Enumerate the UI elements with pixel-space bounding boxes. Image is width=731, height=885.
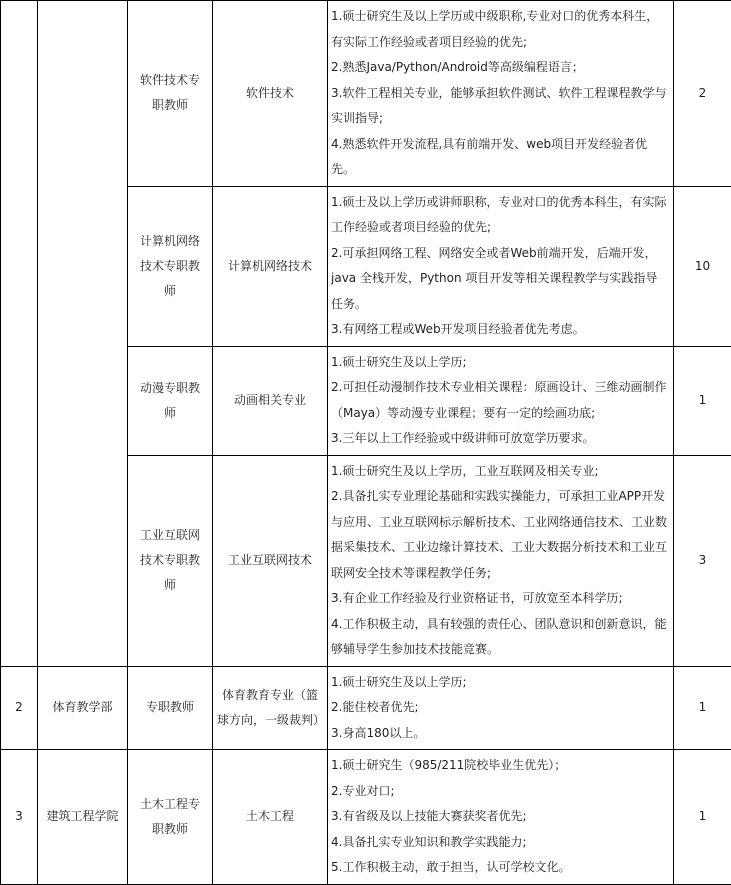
requirement-item: 2.专业对口; <box>331 779 669 805</box>
requirements-cell <box>328 455 674 666</box>
requirement-item: 2.具备扎实专业理论基础和实践实操能力，可承担工业APP开发与应用、工业互联网标示解析技术、工业网络通信技术、工业数据采集技术、工业边缘计算技术、工业大数据分析技术和工业互联网安全技术等课程教学任务; <box>331 484 669 586</box>
requirements-cell <box>328 1 674 187</box>
requirement-item: 3.三年以上工作经验或中级讲师可放宽学历要求。 <box>331 426 669 452</box>
requirement-item: 2.可担任动漫制作技术专业相关课程：原画设计、三维动画制作（Maya）等动漫专业课程；要有一定的绘画功底; <box>331 375 669 426</box>
major-cell: 动画相关专业 <box>213 346 328 455</box>
position-cell: 专职教师 <box>128 666 213 750</box>
requirement-item: 1.硕士研究生及以上学历; <box>331 670 669 696</box>
major-cell: 工业互联网技术 <box>213 455 328 666</box>
seq-cell: 3 <box>1 750 38 885</box>
requirement-item: 3.有网络工程或Web开发项目经验者优先考虑。 <box>331 317 669 343</box>
count-cell: 10 <box>674 186 731 346</box>
requirement-item: 1.硕士研究生及以上学历，工业互联网及相关专业; <box>331 459 669 485</box>
requirement-item: 3.软件工程相关专业，能够承担软件测试、软件工程课程教学与实训指导; <box>331 81 669 132</box>
count-cell: 1 <box>674 346 731 455</box>
requirements-cell <box>328 750 674 885</box>
department-cell: 体育教学部 <box>38 666 128 750</box>
seq-cell: 2 <box>1 666 38 750</box>
position-cell: 动漫专职教师 <box>128 346 213 455</box>
table-row <box>1 1 731 187</box>
major-cell: 体育教育专业（篮球方向，一级裁判） <box>213 666 328 750</box>
count-cell: 1 <box>674 666 731 750</box>
count-cell: 1 <box>674 750 731 885</box>
position-cell: 计算机网络技术专职教师 <box>128 186 213 346</box>
table-row <box>1 750 731 885</box>
requirement-item: 1.硕士研究生及以上学历或中级职称,专业对口的优秀本科生，有实际工作经验或者项目经验的优先; <box>331 4 669 55</box>
requirement-item: 4.工作积极主动，具有较强的责任心、团队意识和创新意识，能够辅导学生参加技术技能竞赛。 <box>331 612 669 663</box>
requirements-cell <box>328 186 674 346</box>
count-cell: 3 <box>674 455 731 666</box>
requirement-item: 4.具备扎实专业知识和教学实践能力; <box>331 830 669 856</box>
requirement-item: 2.能住校者优先; <box>331 695 669 721</box>
requirement-item: 3.有企业工作经验及行业资格证书，可放宽至本科学历; <box>331 586 669 612</box>
requirements-cell <box>328 346 674 455</box>
major-cell: 软件技术 <box>213 1 328 187</box>
requirement-item: 1.硕士研究生（985/211院校毕业生优先）； <box>331 753 669 779</box>
position-cell: 软件技术专职教师 <box>128 1 213 187</box>
major-cell: 土木工程 <box>213 750 328 885</box>
requirement-item: 4.熟悉软件开发流程,具有前端开发、web项目开发经验者优先。 <box>331 132 669 183</box>
requirement-item: 3.身高180以上。 <box>331 721 669 747</box>
requirement-item: 3.有省级及以上技能大赛获奖者优先; <box>331 804 669 830</box>
major-cell: 计算机网络技术 <box>213 186 328 346</box>
count-cell: 2 <box>674 1 731 187</box>
requirement-item: 2.熟悉Java/Python/Android等高级编程语言； <box>331 55 669 81</box>
position-cell: 工业互联网技术专职教师 <box>128 455 213 666</box>
requirements-cell <box>328 666 674 750</box>
requirement-item: 5.工作积极主动，敢于担当，认可学校文化。 <box>331 855 669 881</box>
requirement-item: 1.硕士及以上学历或讲师职称，专业对口的优秀本科生，有实际工作经验或者项目经验的优先; <box>331 190 669 241</box>
position-cell: 土木工程专职教师 <box>128 750 213 885</box>
table-row <box>1 666 731 750</box>
department-cell: 建筑工程学院 <box>38 750 128 885</box>
requirement-item: 2.可承担网络工程、网络安全或者Web前端开发，后端开发，java 全栈开发，Python 项目开发等相关课程教学与实践指导任务。 <box>331 241 669 318</box>
department-cell <box>38 1 128 667</box>
seq-cell <box>1 1 38 667</box>
requirement-item: 1.硕士研究生及以上学历; <box>331 350 669 376</box>
